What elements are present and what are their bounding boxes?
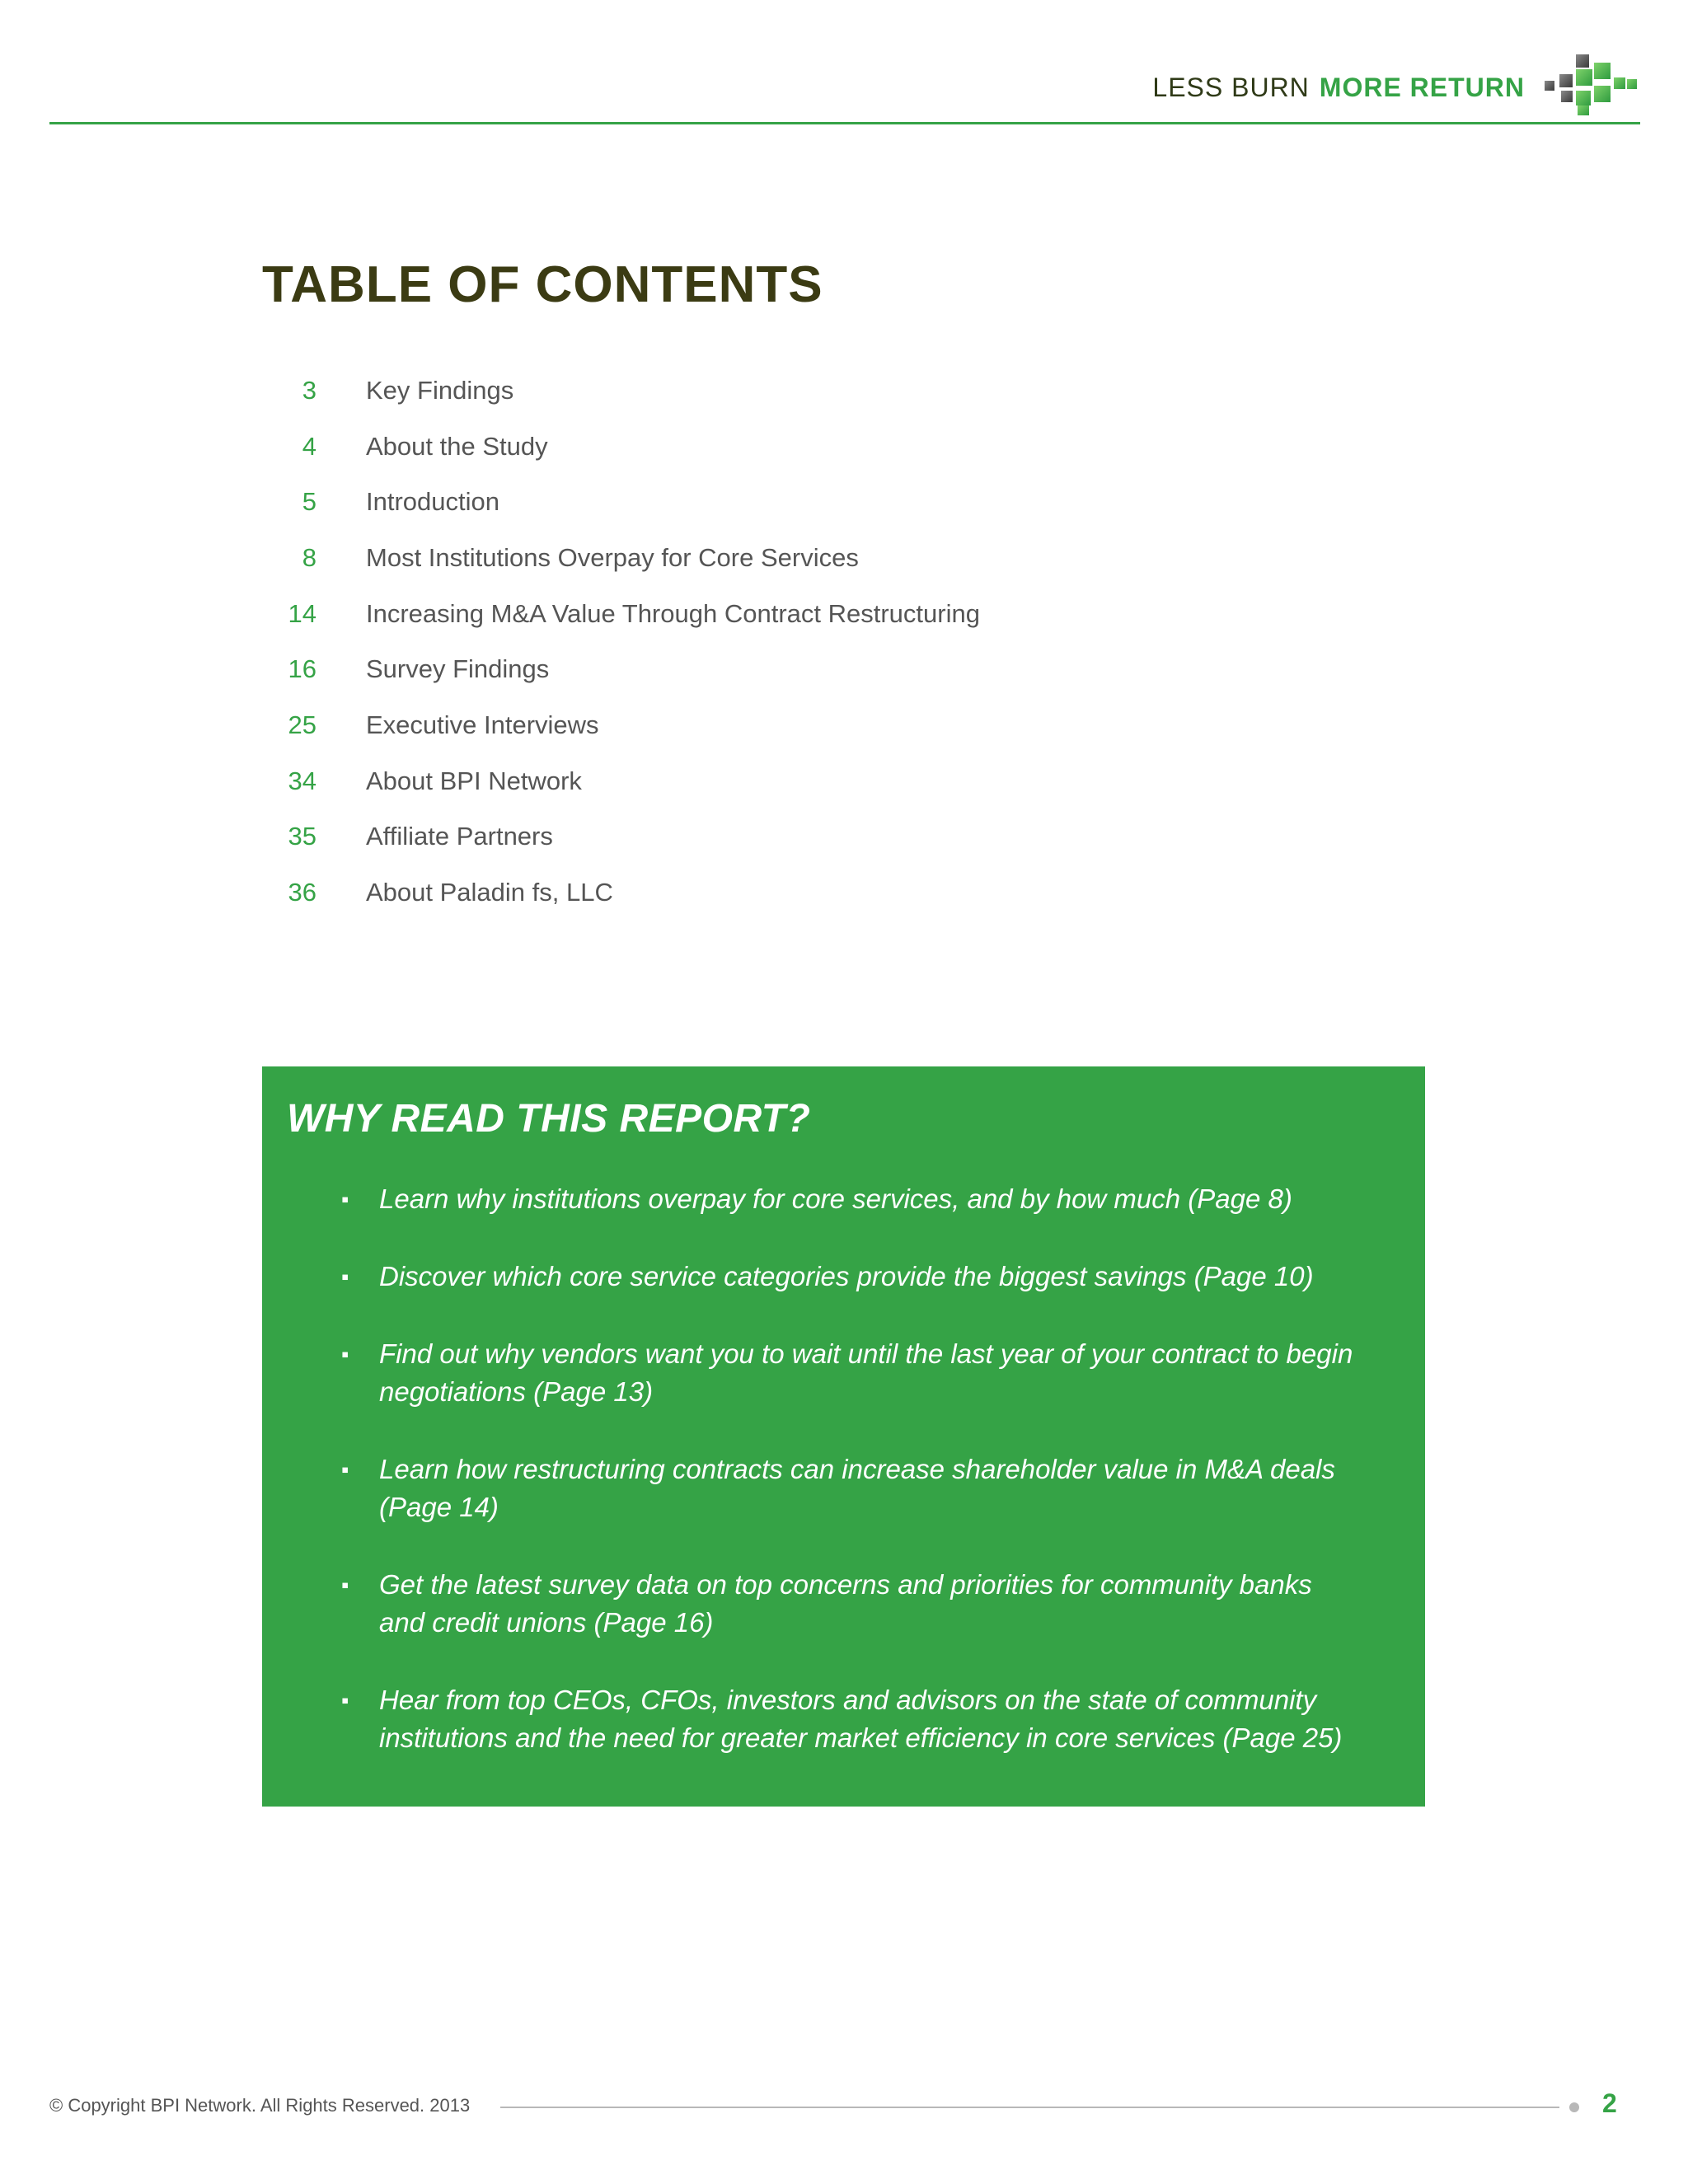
toc-entry-label: Executive Interviews bbox=[366, 710, 599, 739]
footer-dot-icon bbox=[1569, 2102, 1579, 2112]
bullet-square-icon: ▪ bbox=[341, 1187, 349, 1212]
bullet-square-icon: ▪ bbox=[341, 1457, 349, 1482]
toc-page-number: 35 bbox=[288, 822, 316, 851]
toc-page-number: 8 bbox=[302, 542, 316, 572]
toc-page-number: 34 bbox=[288, 766, 316, 795]
footer-copyright: © Copyright BPI Network. All Rights Reserved. 2013 bbox=[49, 2095, 471, 2116]
toc-entry[interactable] bbox=[262, 753, 980, 809]
toc-page-number: 4 bbox=[302, 431, 316, 461]
toc-entry[interactable] bbox=[262, 474, 980, 530]
toc-page-number: 16 bbox=[288, 654, 316, 684]
why-read-title: WHY READ THIS REPORT? bbox=[287, 1097, 811, 1141]
toc-page-number: 14 bbox=[288, 598, 316, 628]
why-read-bullet bbox=[341, 1566, 1355, 1642]
bullet-square-icon: ▪ bbox=[341, 1342, 349, 1366]
why-read-bullet-text: Learn why institutions overpay for core services, and by how much (Page 8) bbox=[379, 1183, 1292, 1214]
toc-page-number: 3 bbox=[302, 375, 316, 405]
toc-entry[interactable] bbox=[262, 363, 980, 419]
why-read-bullet bbox=[341, 1681, 1355, 1757]
toc-entry[interactable] bbox=[262, 697, 980, 753]
why-read-bullet-text: Get the latest survey data on top concerns and priorities for community banks and credit unions (Page 16) bbox=[379, 1569, 1312, 1638]
page-title: TABLE OF CONTENTS bbox=[262, 255, 823, 313]
toc-page-number: 5 bbox=[302, 487, 316, 517]
toc-entry[interactable] bbox=[262, 865, 980, 921]
why-read-list bbox=[341, 1180, 1355, 1797]
footer-divider bbox=[500, 2107, 1559, 2108]
why-read-callout bbox=[262, 1066, 1425, 1807]
toc-page-number: 36 bbox=[288, 878, 316, 907]
pixel-squares-logo-icon bbox=[1543, 53, 1643, 117]
toc-page-number: 25 bbox=[288, 710, 316, 739]
toc-entry-label: Most Institutions Overpay for Core Services bbox=[366, 542, 859, 572]
header-tagline bbox=[1152, 73, 1525, 103]
why-read-bullet-text: Find out why vendors want you to wait until the last year of your contract to begin negotiations (Page 13) bbox=[379, 1338, 1353, 1407]
tagline-more-return: MORE RETURN bbox=[1319, 73, 1525, 102]
why-read-bullet-text: Discover which core service categories provide the biggest savings (Page 10) bbox=[379, 1261, 1314, 1291]
why-read-bullet-text: Hear from top CEOs, CFOs, investors and advisors on the state of community institutions and the need for greater market efficiency in core services (Page 25) bbox=[379, 1685, 1343, 1753]
why-read-bullet bbox=[341, 1258, 1355, 1296]
toc-entry[interactable] bbox=[262, 641, 980, 697]
toc-entry-label: Key Findings bbox=[366, 375, 514, 405]
toc-entry-label: About the Study bbox=[366, 431, 548, 461]
why-read-bullet bbox=[341, 1180, 1355, 1218]
toc-entry-label: Affiliate Partners bbox=[366, 822, 553, 851]
toc-entry[interactable] bbox=[262, 586, 980, 642]
toc-entry-label: About Paladin fs, LLC bbox=[366, 878, 613, 907]
toc-list bbox=[262, 363, 980, 921]
header-divider bbox=[49, 122, 1640, 124]
tagline-less-burn: LESS BURN bbox=[1152, 73, 1310, 102]
why-read-bullet bbox=[341, 1335, 1355, 1411]
toc-entry-label: Survey Findings bbox=[366, 654, 550, 684]
toc-entry[interactable] bbox=[262, 419, 980, 475]
toc-entry[interactable] bbox=[262, 530, 980, 586]
page-number: 2 bbox=[1602, 2088, 1617, 2118]
why-read-bullet bbox=[341, 1451, 1355, 1526]
toc-entry[interactable] bbox=[262, 809, 980, 865]
toc-entry-label: About BPI Network bbox=[366, 766, 582, 795]
toc-entry-label: Increasing M&A Value Through Contract Restructuring bbox=[366, 598, 980, 628]
toc-entry-label: Introduction bbox=[366, 487, 499, 517]
bullet-square-icon: ▪ bbox=[341, 1264, 349, 1289]
bullet-square-icon: ▪ bbox=[341, 1688, 349, 1713]
why-read-bullet-text: Learn how restructuring contracts can increase shareholder value in M&A deals (Page 14) bbox=[379, 1454, 1335, 1522]
bullet-square-icon: ▪ bbox=[341, 1572, 349, 1597]
